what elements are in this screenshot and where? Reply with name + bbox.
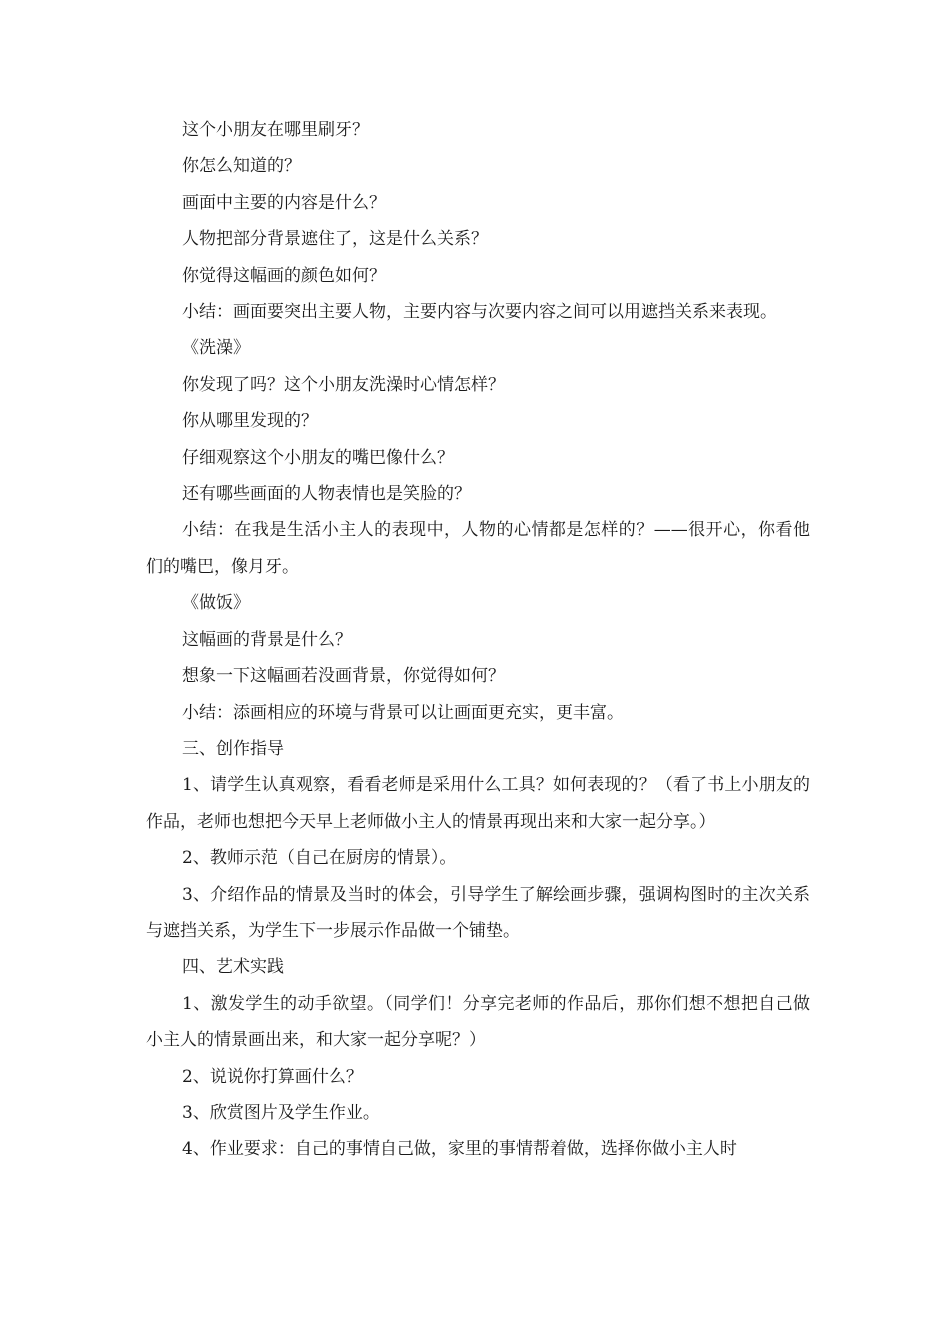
paragraph: 画面中主要的内容是什么？ [182,192,386,213]
list-item: 1、请学生认真观察，看看老师是采用什么工具？如何表现的？（看了书上小朋友的作品，老师也想把今天早上老师做小主人的情景再现出来和大家一起分享。） [146,775,810,832]
paragraph: 这幅画的背景是什么？ [182,629,352,650]
list-item: 1、激发学生的动手欲望。（同学们！分享完老师的作品后，那你们想不想把自己做小主人的情景画出来，和大家一起分享呢？） [146,993,810,1051]
paragraph: 你觉得这幅画的颜色如何？ [182,265,386,286]
heading-art-practice: 四、艺术实践 [182,957,284,978]
list-item: 3、欣赏图片及学生作业。 [182,1102,380,1123]
list-item: 3、介绍作品的情景及当时的体会，引导学生了解绘画步骤，强调构图时的主次关系与遮挡关系，为学生下一步展示作品做一个铺垫。 [146,884,810,941]
paragraph: 人物把部分背景遮住了，这是什么关系？ [182,229,488,250]
summary-paragraph: 小结：在我是生活小主人的表现中，人物的心情都是怎样的？——很开心，你看他们的嘴巴，像月牙。 [146,520,810,577]
summary-paragraph: 小结：添画相应的环境与背景可以让画面更充实，更丰富。 [182,702,624,723]
paragraph: 你从哪里发现的？ [182,411,318,432]
paragraph: 想象一下这幅画若没画背景，你觉得如何？ [182,666,505,687]
paragraph: 你发现了吗？这个小朋友洗澡时心情怎样？ [182,374,505,395]
list-item: 2、说说你打算画什么？ [182,1066,363,1087]
heading-creation-guidance: 三、创作指导 [182,738,284,759]
section-title-bath: 《洗澡》 [182,338,250,359]
paragraph: 仔细观察这个小朋友的嘴巴像什么？ [182,447,454,468]
section-title-cooking: 《做饭》 [182,593,250,614]
document-body [146,112,810,1168]
paragraph: 你怎么知道的？ [182,156,301,177]
list-item: 2、教师示范（自己在厨房的情景）。 [182,848,457,869]
list-item: 4、作业要求：自己的事情自己做，家里的事情帮着做，选择你做小主人时 [182,1139,737,1160]
paragraph: 这个小朋友在哪里刷牙？ [182,120,369,140]
paragraph: 还有哪些画面的人物表情也是笑脸的？ [182,484,471,505]
summary-paragraph: 小结：画面要突出主要人物，主要内容与次要内容之间可以用遮挡关系来表现。 [182,302,777,323]
